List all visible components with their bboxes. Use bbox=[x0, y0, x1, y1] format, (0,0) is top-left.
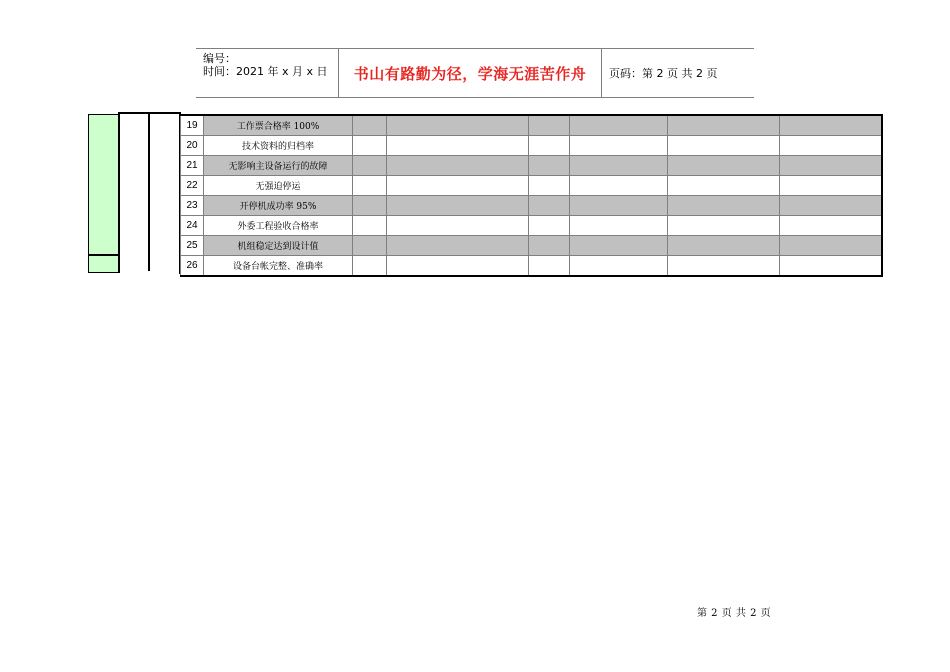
empty-cell bbox=[529, 156, 570, 176]
empty-cell bbox=[780, 115, 882, 136]
empty-cell bbox=[668, 156, 780, 176]
empty-cell bbox=[668, 216, 780, 236]
motto-text: 书山有路勤为径，学海无涯苦作舟 bbox=[353, 64, 587, 83]
empty-cell bbox=[387, 176, 529, 196]
frame-left-rule bbox=[88, 114, 89, 273]
table-row bbox=[181, 216, 882, 236]
frame-rule-a bbox=[118, 112, 120, 273]
row-number: 20 bbox=[181, 136, 204, 156]
indicator-table bbox=[180, 114, 883, 277]
frame-green-top-rule bbox=[88, 114, 119, 115]
empty-cell bbox=[353, 156, 387, 176]
empty-cell bbox=[353, 216, 387, 236]
empty-cell bbox=[529, 176, 570, 196]
green-category-cell-lower bbox=[89, 256, 118, 272]
frame-rule-b bbox=[148, 114, 150, 271]
empty-cell bbox=[570, 176, 668, 196]
empty-cell bbox=[780, 236, 882, 256]
empty-cell bbox=[570, 115, 668, 136]
empty-cell bbox=[780, 176, 882, 196]
frame-green-bottom-rule bbox=[88, 272, 119, 273]
empty-cell bbox=[387, 136, 529, 156]
row-item-name: 无影响主设备运行的故障 bbox=[204, 156, 353, 176]
empty-cell bbox=[353, 236, 387, 256]
empty-cell bbox=[353, 196, 387, 216]
empty-cell bbox=[387, 256, 529, 277]
empty-cell bbox=[529, 236, 570, 256]
row-number: 22 bbox=[181, 176, 204, 196]
table-row bbox=[181, 236, 882, 256]
row-number: 24 bbox=[181, 216, 204, 236]
table-row bbox=[181, 196, 882, 216]
empty-cell bbox=[668, 236, 780, 256]
empty-cell bbox=[668, 196, 780, 216]
frame-green-divider bbox=[88, 254, 119, 256]
empty-cell bbox=[387, 236, 529, 256]
empty-cell bbox=[668, 256, 780, 277]
empty-cell bbox=[570, 156, 668, 176]
row-item-name: 外委工程验收合格率 bbox=[204, 216, 353, 236]
table-row bbox=[181, 156, 882, 176]
header-page-cell bbox=[602, 49, 754, 97]
table-row bbox=[181, 115, 882, 136]
row-number: 19 bbox=[181, 115, 204, 136]
row-number: 21 bbox=[181, 156, 204, 176]
empty-cell bbox=[529, 136, 570, 156]
header-motto-cell bbox=[339, 49, 602, 97]
row-number: 25 bbox=[181, 236, 204, 256]
empty-cell bbox=[668, 115, 780, 136]
empty-cell bbox=[780, 216, 882, 236]
empty-cell bbox=[353, 176, 387, 196]
table-row bbox=[181, 176, 882, 196]
empty-cell bbox=[387, 196, 529, 216]
empty-cell bbox=[780, 256, 882, 277]
page-info: 页码：第 2 页 共 2 页 bbox=[609, 67, 718, 80]
serial-label: 编号： bbox=[203, 52, 236, 65]
page-footer: 第 2 页 共 2 页 bbox=[697, 608, 772, 619]
empty-cell bbox=[570, 256, 668, 277]
empty-cell bbox=[780, 136, 882, 156]
row-item-name: 无强迫停运 bbox=[204, 176, 353, 196]
table-row bbox=[181, 256, 882, 277]
empty-cell bbox=[387, 115, 529, 136]
empty-cell bbox=[387, 156, 529, 176]
empty-cell bbox=[570, 136, 668, 156]
row-number: 23 bbox=[181, 196, 204, 216]
row-item-name: 设备台帐完整、准确率 bbox=[204, 256, 353, 277]
row-item-name: 工作票合格率 100% bbox=[204, 115, 353, 136]
row-item-name: 技术资料的归档率 bbox=[204, 136, 353, 156]
green-category-cell bbox=[89, 115, 118, 254]
empty-cell bbox=[353, 115, 387, 136]
empty-cell bbox=[570, 216, 668, 236]
empty-cell bbox=[353, 136, 387, 156]
header-meta-cell bbox=[196, 49, 339, 97]
empty-cell bbox=[570, 236, 668, 256]
table-row bbox=[181, 136, 882, 156]
empty-cell bbox=[387, 216, 529, 236]
empty-cell bbox=[780, 156, 882, 176]
empty-cell bbox=[668, 136, 780, 156]
empty-cell bbox=[529, 256, 570, 277]
document-header bbox=[196, 48, 754, 98]
row-number: 26 bbox=[181, 256, 204, 277]
empty-cell bbox=[668, 176, 780, 196]
empty-cell bbox=[570, 196, 668, 216]
row-item-name: 开停机成功率 95% bbox=[204, 196, 353, 216]
time-label: 时间：2021 年 x 月 x 日 bbox=[203, 65, 328, 78]
empty-cell bbox=[529, 196, 570, 216]
empty-cell bbox=[353, 256, 387, 277]
empty-cell bbox=[780, 196, 882, 216]
row-item-name: 机组稳定达到设计值 bbox=[204, 236, 353, 256]
empty-cell bbox=[529, 216, 570, 236]
empty-cell bbox=[529, 115, 570, 136]
